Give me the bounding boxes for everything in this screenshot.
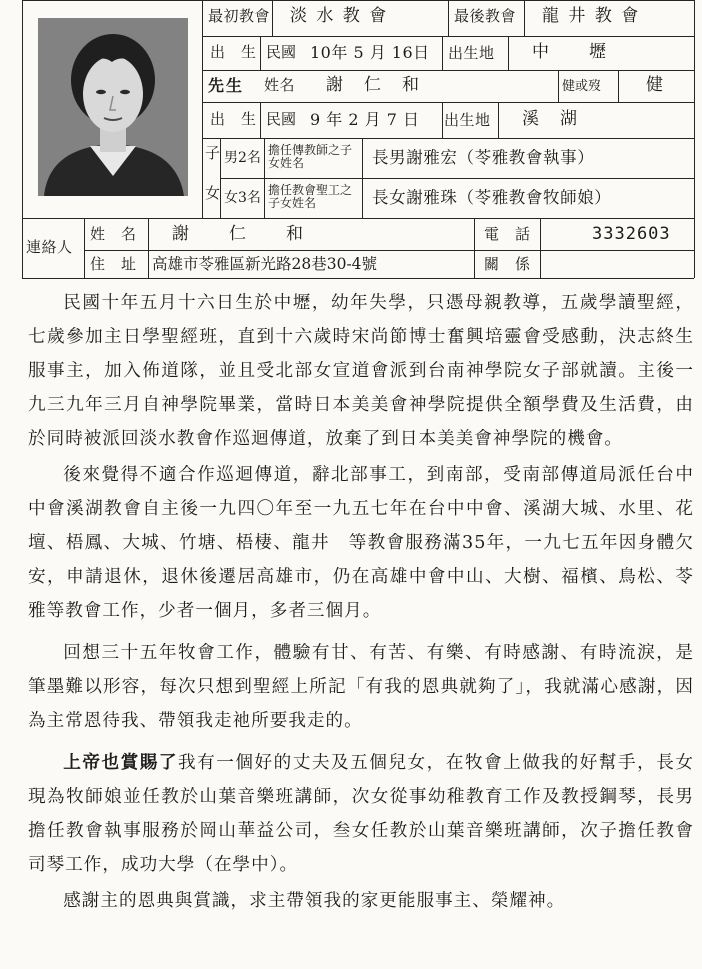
phone-label: 電 話 [484,225,531,243]
husband-minguo-label: 民國 [266,110,297,128]
sons-label: 男2名 [224,150,261,166]
contact-name-label: 姓 名 [90,225,137,243]
contact-name-value: 謝 仁 和 [172,224,305,244]
health-label: 健或歿 [562,79,602,94]
husband-label: 先生 [208,76,245,95]
husband-birth-date: 9 年 2 月 7 日 [310,110,420,129]
children-label-2: 女 [205,184,221,202]
daughters-description: 擔任教會聖工之子女姓名 [268,183,353,210]
phone-value: 3332603 [592,224,671,244]
paragraph-3: 回想三十五年牧會工作，體驗有甘、有苦、有樂、有時感謝、有時流淚，是筆墨難以形容，每次只想到聖經上所記「有我的恩典就夠了」，我就滿心感謝，因為主常恩待我、帶領我走祂所要我走的。 [28,643,694,731]
husband-name-label: 姓名 [264,76,296,94]
first-church-value: 淡 水 教 會 [290,6,389,26]
relation-label: 關 係 [484,255,531,273]
husband-birth-label: 出 生 [210,110,257,128]
last-church-label: 最後教會 [454,7,517,25]
portrait-image [38,18,188,196]
wife-birthplace-label: 出生地 [448,44,495,62]
sons-value: 長男謝雅宏（苓雅教會執事） [372,148,595,167]
first-church-label: 最初教會 [208,7,271,25]
wife-birth-date: 10年 5 月 16日 [310,43,430,62]
wife-birthplace-value: 中 壢 [532,42,608,62]
address-label: 住 址 [90,255,137,273]
sons-description: 擔任傳教師之子女姓名 [268,143,353,170]
paragraph-4-text: 我有一個好的丈夫及五個兒女，在牧會上做我的好幫手，長女現為牧師娘並任教於山葉音樂班講師，次女從事幼稚教育工作及教授鋼琴，長男擔任教會執事服務於岡山華益公司，叁女任教於山葉音樂班講師，次子擔任教會司琴工作，成功大學（在學中）。 [28,753,694,875]
contact-label: 連絡人 [26,238,73,256]
daughters-value: 長女謝雅珠（苓雅教會牧師娘） [372,188,612,207]
husband-birthplace-label: 出生地 [444,111,491,129]
husband-birthplace-value: 溪 湖 [522,109,579,129]
paragraph-2: 後來覺得不適合作巡迴傳道，辭北部事工，到南部，受南部傳道局派任台中中會溪湖教會自主後一九四〇年至一九五七年在台中中會、溪湖大城、水里、花壇、梧鳳、大城、竹塘、梧棲、龍井 等教會服務滿35年，一九七五年因身體欠安，申請退休，退休後遷居高雄市，仍在高雄中會中山、大樹、福檳、鳥松、苓雅等教會工作，少者一個月，多者三個月。 [28,465,694,621]
husband-name-value: 謝 仁 和 [326,75,421,95]
paragraph-4 [28,746,694,882]
daughters-label: 女3名 [224,190,261,206]
paragraph-5: 感謝主的恩典與賞識，求主帶領我的家更能服事主、榮耀神。 [63,891,566,911]
paragraph-4-lead: 上帝也賞賜了 [63,752,178,773]
paragraph-1: 民國十年五月十六日生於中壢，幼年失學，只憑母親教導，五歲學讀聖經，七歲參加主日學聖經班，直到十六歲時宋尚節博士奮興培靈會受感動，決志終生服事主，加入佈道隊，並且受北部女宣道會派到台南神學院女子部就讀。主後一九三九年三月自神學院畢業，當時日本美美會神學院提供全額學費及生活費，由於同時被派回淡水教會作巡迴傳道，放棄了到日本美美會神學院的機會。 [28,293,694,449]
record-form [22,0,694,278]
biography-text [28,286,694,920]
portrait-photo [38,18,188,196]
wife-birth-label: 出 生 [210,43,257,61]
children-label-1: 子 [205,144,221,162]
wife-minguo-label: 民國 [266,43,297,61]
last-church-value: 龍 井 教 會 [542,6,641,26]
health-value: 健 [646,75,665,95]
address-value: 高雄市苓雅區新光路28巷30-4號 [152,255,378,273]
